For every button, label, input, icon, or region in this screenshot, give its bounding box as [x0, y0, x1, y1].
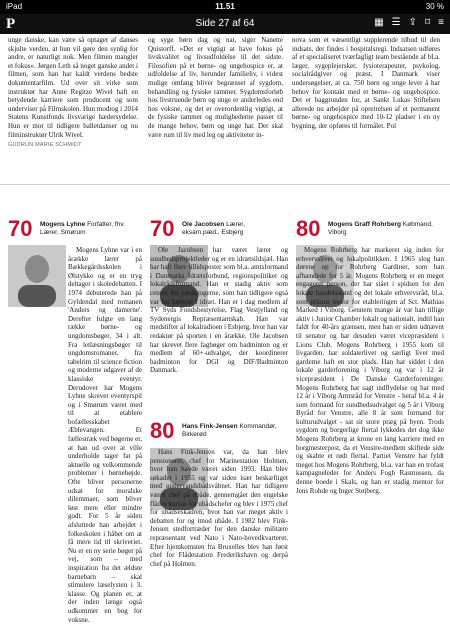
bio-text: Hans Fink-Jensen var, da han blev pensioneret, chef for Marinestation Holmen, hvor han havde været siden 1993. Han blev søkadet i 1955 og var siden især beskæftiget med undervandsbådsvåbnet. Han har tidligere været chef på ubåde, gennemgået den engelske flådes kursus for ubådschefer og blev i 1975 chef for ubådseskadren, hvor han var meget aktiv i debatten for og imod ubåde. I 1982 blev Fink-Jensen stedfortræder for den danske militære repræsentant ved Nato i Nato-hovedkvarteret. Efter hjemkomsten fra Bruxelles blev han først chef for Flådestation Frederikshavn og derpå chef på Holmen. [150, 448, 289, 568]
battery-label: 30 % [425, 2, 444, 11]
section-divider [0, 184, 450, 185]
age-number: 80 [150, 418, 175, 443]
bio-text: Mogens Rohrberg har markeret sig inden for erhvervslivet og lokalpolitikken. I 1965 slog han dørene op for Rohrberg Gardiner, som han afhændede for 5 år. Mogens Rohrberg er en meget engageret person, der har stået i spidsen for den lokale handelsstand og det lokale erhvervsråd, bl.a. som primus motor for etableringen af Sct. Mathias Marked i Viborg. Gennem mange år var han tillige aktiv i Junior Chamber lokalt og nationalt, indtil han faldt for 40-års grænsen, men han er siden udnævnt til senator og har desuden været vicepræsident i Lions Club. Mogens Rohrberg i 1955 kom til livgarden, har soldaterlivet og særligt livet med garderne haft en stor plads. Han har siddet i den lokale garderforening i Viborg og var i 12 år vicepræsident i De Danske Garderforeninger. Mogens Rohrberg har sagt indflydelse og har med 12 år i Viborg Amtsråd for Venstre - heraf bl.a. 4 år som formand for sundhedsudvalget og 5 år i Viborg Byråd for Venstre, alle 8 år som formand for kulturudvalget - sat sit store præg på byen. Trods sygdom og borgerlige flertal lykkedes det dog ikke Mogens Rohrberg at krone en lang karriere med en borgmesterpost, da et Venstre-medlem skiftede side og skabte et rødt flertal. Partiet Venstre har fyldt meget hos Mogens Rohrberg, bl.a. var han en trofast kampagneleder for Anders Fogh Rasmussen, da denne boede i Skals, og han er stadig mentor for Jens Rohde og Inger Støjberg. [296, 246, 444, 495]
article-text: og syge børn dag og nat, siger Nanette Quistorff. »Det er vigtigt at have fokus på livskvalitet og livsudfoldelse til det sidste. Filosofien på et børne- og ungehospice er, at udfoldelse af liv, herunder familieliv, i videst mulige omfang bliver begrænset af sygdom, behandling og fysiske rammer. Sygdomsforløb hos livstruende børn og unge er anderledes end hos voksne, og det er overordentlig vigtigt, at de fysiske rammer og mulighederne passer til de mange behov, børn og unge har. Der skal være rum til liv med leg og aktiviteter in- [148, 36, 283, 139]
column-3-text [296, 246, 444, 598]
signature: GUDRUN MARIE SCHMIDT [8, 142, 82, 149]
age-number: 70 [150, 216, 175, 241]
toolbar-icons [374, 17, 444, 28]
top-right-column [292, 36, 440, 160]
top-middle-column [148, 36, 283, 160]
person-name: Ole Jacobsen [182, 221, 225, 228]
age-number: 70 [8, 216, 33, 241]
bio-text: Mogens Lyhne var i en årække lærer på Bækkegårdsskolen i Ølstykke og er en tryg deltager i skoledebatten. I 1974 debuterede han på Gyldendal med romanen 'Anders og damerne'. Derefter fulgte en lang række børne- og ungdomsbøger, 34 i alt. Fra letlæsningsbøger til ungdomsromaner, fra tabelrim til science fiction og moderne udgaver af de klassiske eventyr. Derudover har Mogens Lyhne skrevet eventyrspil og i Smørum været med til at etablere bofællesskabet Æblevangen. Et fællestræk ved bøgerne er, at han ud over at ville underholde tager fat på aktuelle og velkommende problemer i børnehøjde. Ofte bliver personerne udsat for moralske dilemmaer, som bliver løst mere eller mindre godt. For 5 år siden afsluttede han arbejdet i folkeskolen i håbet om at få mere tid til skriveriet. Nu er en ny serie bøger på vej, som – med inspiration fra det ældste barnebarn – skal stimulere læselysten i 3. klasse. Og planen er, at der inden længe også udkommer en bog for voksne. [68, 246, 142, 624]
column-1-text [8, 246, 142, 624]
person-name: Mogens Graff Rohrberg [328, 221, 401, 228]
person-heading [40, 221, 140, 237]
share-icon[interactable]: ⇪ [408, 17, 418, 28]
person-name: Mogens Lyhne [40, 221, 86, 228]
bio-text: Ole Jacobsen har været lærer og sundhedsprojektleder og er en idrætsildsjæl. Han har haft flere tillidsposter som bl.a. amtsformand i Danmarks Idrætsforbund, regionspolitiker og lokalrådsformand. Han er stadig aktiv som censor for pædagogerne, som han tidligere også var for lærerne i idræt. Han er i dag medlem af TV Syds Fondsbestyrelse, Flag Vestjylland og Sydenergis Repræsentantskab. Han var medstifter af lokalradioen i Esbjerg, hvor han var redaktør på sporten i en årække. Ole Jacobsen har skrevet flere fagbøger om badminton og er medlem af 60+-udvalget, der koordinerer badminton for DGI og DIF/Badminton Danmark. [150, 246, 288, 375]
person-role: Købmand, Viborg [328, 221, 433, 236]
person-heading [182, 423, 282, 439]
page-indicator: Side 27 af 64 [195, 18, 255, 29]
person-role: Forfatter, fhv. Lærer, Smørum [40, 221, 125, 236]
top-left-column [8, 36, 138, 160]
column-2b-text [150, 448, 288, 598]
bookmark-icon[interactable]: ⌑ [425, 17, 431, 28]
person-name: Hans Fink-Jensen [182, 423, 238, 430]
person-role: Kommandør, Birkerød [182, 423, 277, 438]
article-text: nova som et væsentligt supplerende tilbud til den indsats, der findes i hospitalsregi. Indsatsen udføres af et specialiseret tværfagligt team bestående af bl.a. læger, sygeplejersker, fysioterapeuter, psykolog, socialrådgiver og præst. I Danmark viser undersøgelser, at ca. 750 børn og unge lever å har behov for kontakt med et børne- og ungehospice. Det er baggrunden for, at Sankt Lukas Stiftelsen allerede nu arbejder på opretrelsen af et permanent børne- og ungehospice med 10-12 pladser i en ny bygning, der opføres til formålet. Pol [292, 36, 440, 130]
article-text: unge danske, kan være så optaget af danses skjulte verden, at hun vil gøre den synlig for andre, er naturligt nok. Men filmen mangler et fokus«. Jørgen Leth så noget ganske andet i filmen, som han har kaldt verdens bedste dokumentarfilm. Ud over sit virke som instruktør har Anne Regitze Wivel haft en betydende karriere som producent og som underviser på Filmskolen. Hun modtog i 2014 Statens Kunstfonds livsvarige hædersydelse. Hun er mor til tidligere balletdanser og nu filminstruktør Ulrik Wivel. [8, 36, 138, 139]
person-heading [182, 221, 282, 237]
column-2-text [150, 246, 288, 396]
person-heading [328, 221, 444, 237]
age-number: 80 [296, 216, 321, 241]
person-role: Lærer, eksam.pæd., Esbjerg [182, 221, 245, 236]
carrier-label: iPad [6, 2, 23, 11]
list-icon[interactable]: ☰ [391, 17, 401, 28]
grid-icon[interactable]: ▦ [374, 17, 384, 28]
reader-toolbar [0, 14, 450, 34]
clock: 11.51 [215, 2, 235, 11]
menu-icon[interactable]: ≡ [438, 17, 444, 28]
app-logo[interactable]: P [6, 16, 16, 32]
status-bar [0, 0, 450, 14]
